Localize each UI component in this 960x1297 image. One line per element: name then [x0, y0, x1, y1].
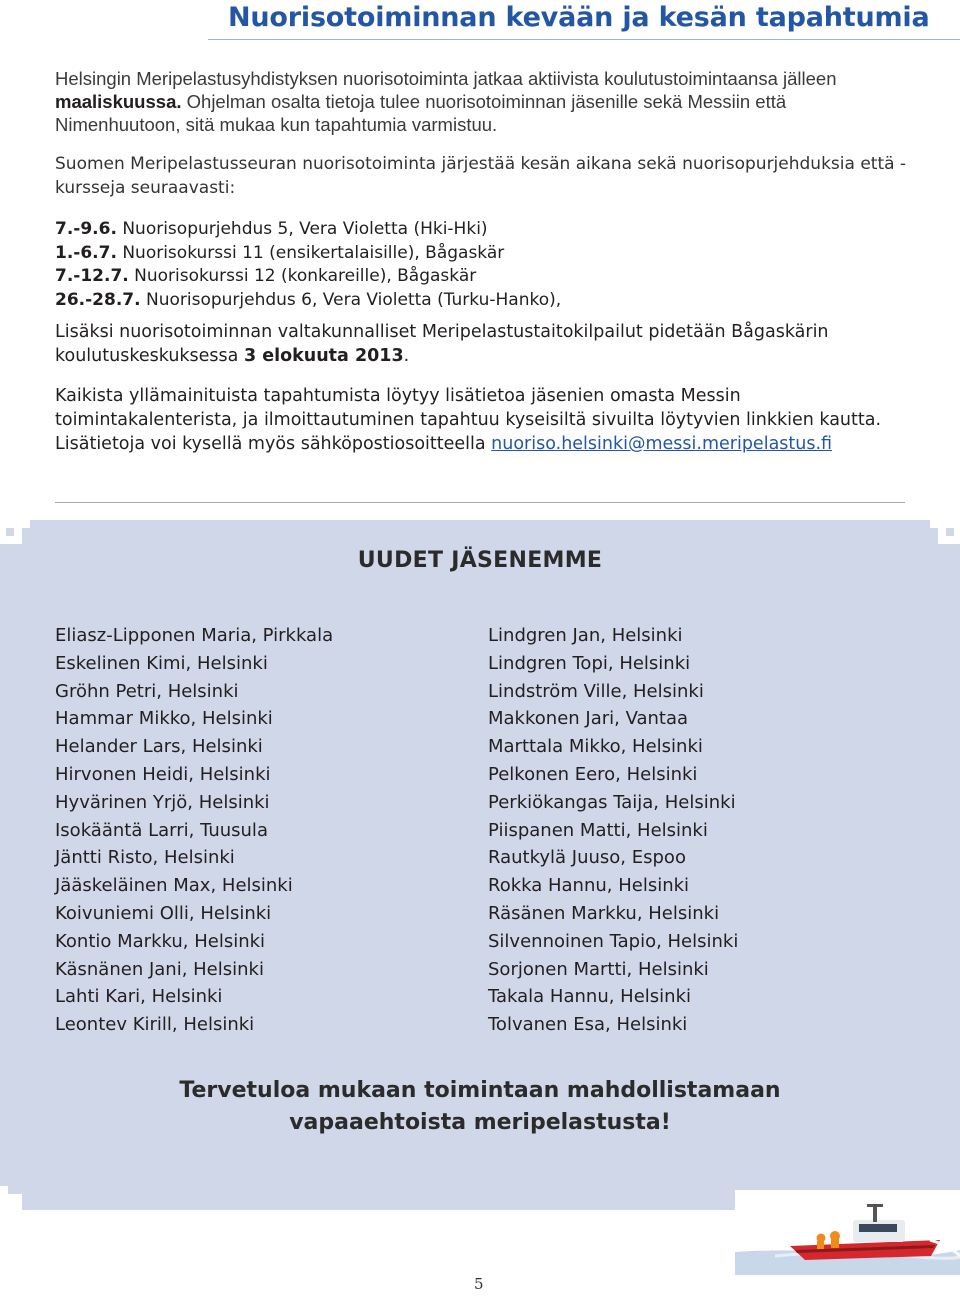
intro-paragraph: [55, 67, 915, 136]
schedule-item: [55, 242, 561, 266]
panel-corner-dot: [8, 1180, 16, 1188]
competition-text: Lisäksi nuorisotoiminnan valtakunnalliset Meripelastustaitokilpailut pidetään Bågaskärin koulutuskeskuksessa: [55, 322, 829, 366]
page-number: 5: [474, 1275, 484, 1293]
member-item: Kontio Markku, Helsinki: [55, 930, 266, 952]
info-paragraph: [55, 384, 915, 456]
intro-text-1: Helsingin Meripelastusyhdistyksen nuorisotoiminta jatkaa aktiivista koulutustoimintaansa jälleen: [55, 68, 837, 89]
member-item: Isokääntä Larri, Tuusula: [55, 819, 268, 841]
member-item: Koivuniemi Olli, Helsinki: [55, 902, 272, 924]
member-item: Takala Hannu, Helsinki: [488, 986, 691, 1008]
member-item: Sorjonen Martti, Helsinki: [488, 958, 709, 980]
member-item: Jäntti Risto, Helsinki: [55, 847, 235, 869]
schedule-list: [55, 218, 561, 312]
welcome-line-1: Tervetuloa mukaan toimintaan mahdollistamaan: [179, 1078, 781, 1103]
competition-paragraph: [55, 320, 915, 368]
welcome-line-2: vapaaehtoista meripelastusta!: [289, 1110, 671, 1135]
member-item: Piispanen Matti, Helsinki: [488, 819, 708, 841]
members-list-left: [55, 622, 333, 1039]
panel-corner-dot: [6, 528, 14, 536]
page-title: Nuorisotoiminnan kevään ja kesän tapahtumia: [228, 2, 930, 33]
schedule-dates: 26.-28.7.: [55, 289, 141, 310]
member-item: Käsnänen Jani, Helsinki: [55, 958, 264, 980]
schedule-item: [55, 289, 561, 313]
member-item: Rokka Hannu, Helsinki: [488, 875, 690, 897]
schedule-item: [55, 265, 561, 289]
member-item: Eskelinen Kimi, Helsinki: [55, 652, 268, 674]
member-item: Gröhn Petri, Helsinki: [55, 680, 239, 702]
intro-bold-month: maaliskuussa.: [55, 91, 182, 112]
email-link[interactable]: nuoriso.helsinki@messi.meripelastus.fi: [491, 434, 833, 454]
section-divider: [55, 502, 905, 503]
schedule-event: Nuorisokurssi 11 (ensikertalaisille), Bågaskär: [116, 242, 505, 263]
member-item: Räsänen Markku, Helsinki: [488, 902, 720, 924]
member-item: Hammar Mikko, Helsinki: [55, 708, 273, 730]
welcome-message: [0, 1075, 960, 1139]
member-item: Lahti Kari, Helsinki: [55, 986, 223, 1008]
member-item: Lindgren Jan, Helsinki: [488, 625, 683, 646]
schedule-event: Nuorisopurjehdus 6, Vera Violetta (Turku-Hanko),: [140, 289, 562, 310]
schedule-dates: 7.-9.6.: [55, 219, 117, 239]
schedule-dates: 7.-12.7.: [55, 266, 129, 286]
member-item: Perkiökangas Taija, Helsinki: [488, 791, 736, 813]
member-item: Tolvanen Esa, Helsinki: [488, 1014, 688, 1036]
member-item: Jääskeläinen Max, Helsinki: [55, 875, 293, 897]
member-item: Pelkonen Eero, Helsinki: [488, 763, 698, 785]
schedule-dates: 1.-6.7.: [55, 242, 117, 263]
panel-corner-notch: [930, 520, 938, 528]
schedule-event: Nuorisopurjehdus 5, Vera Violetta (Hki-Hki): [116, 219, 488, 239]
member-item: Leontev Kirill, Helsinki: [55, 1014, 255, 1036]
rescue-boat-image: [735, 1190, 960, 1275]
panel-corner-dot: [946, 528, 954, 536]
member-item: Lindström Ville, Helsinki: [488, 680, 704, 702]
summer-intro-paragraph: Suomen Meripelastusseuran nuorisotoiminta järjestää kesän aikana sekä nuorisopurjehduksia että -kursseja seuraavasti:: [55, 154, 907, 198]
member-item: Eliasz-Lipponen Maria, Pirkkala: [55, 625, 334, 646]
member-item: Silvennoinen Tapio, Helsinki: [488, 930, 739, 952]
member-item: Marttala Mikko, Helsinki: [488, 736, 703, 758]
member-item: Rautkylä Juuso, Espoo: [488, 847, 686, 869]
schedule-item: [55, 218, 561, 242]
member-item: Hirvonen Heidi, Helsinki: [55, 763, 271, 785]
members-title: UUDET JÄSENEMME: [357, 548, 603, 573]
member-item: Hyvärinen Yrjö, Helsinki: [55, 791, 270, 813]
competition-date: 3 elokuuta 2013: [243, 346, 404, 366]
member-item: Makkonen Jari, Vantaa: [488, 708, 689, 730]
member-item: Lindgren Topi, Helsinki: [488, 652, 691, 674]
competition-end: .: [403, 346, 410, 366]
info-text: Kaikista yllämainituista tapahtumista löytyy lisätietoa jäsenien omasta Messin toimintakalenterista, ja ilmoittautuminen tapahtuu kyseisiltä sivuilta löytyvien linkkien kautta. Lisätietoja voi kysellä myös sähköpostiosoitteella: [55, 386, 882, 454]
panel-corner-notch: [22, 520, 30, 528]
panel-corner-notch: [0, 1186, 8, 1194]
members-list-right: [488, 622, 738, 1039]
schedule-event: Nuorisokurssi 12 (konkareille), Bågaskär: [128, 266, 477, 286]
member-item: Helander Lars, Helsinki: [55, 736, 263, 758]
intro-text-2: Ohjelman osalta tietoja tulee nuorisotoiminnan jäsenille sekä Messiin että Nimenhuutoon, sitä mukaa kun tapahtumia varmistuu.: [55, 91, 787, 135]
